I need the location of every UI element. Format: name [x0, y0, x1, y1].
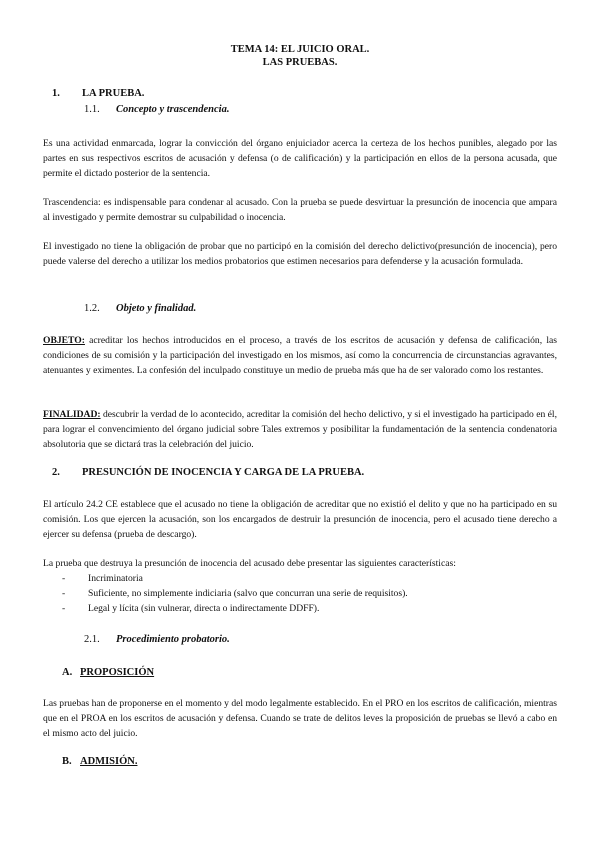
section-1-heading — [52, 87, 144, 100]
section-2-number: 2. — [52, 467, 60, 478]
paragraph-investigado: El investigado no tiene la obligación de probar que no participó en la comisión del derecho delictivo(presunción de inocencia), pero puede valerse del derecho a utilizar los medios probatorios que estimen necesarios para defenderse y la acusación formulada. — [43, 241, 557, 267]
section-b-heading — [62, 755, 137, 768]
list-item: - Suficiente, no simplemente indiciaria (salvo que concurran una serie de requisitos). — [62, 587, 562, 602]
title-line-2: LAS PRUEBAS. — [262, 57, 338, 68]
list-item: - Legal y lícita (sin vulnerar, directa o indirectamente DDFF). — [62, 602, 562, 617]
section-a-number: A. — [62, 667, 73, 678]
paragraph-trascendencia: Trascendencia: es indispensable para condenar al acusado. Con la prueba se puede desvirtuar la presunción de inocencia que ampara al investigado y permite demostrar su culpabilidad o inocencia. — [43, 197, 557, 223]
objeto-label: OBJETO: — [43, 335, 85, 346]
section-1-number: 1. — [52, 88, 60, 99]
document-title — [0, 43, 600, 69]
list-item: - Incriminatoria — [62, 572, 562, 587]
section-1-title: LA PRUEBA. — [82, 88, 145, 99]
subsection-1-2-heading — [84, 302, 196, 315]
subsection-1-1-title: Concepto y trascendencia. — [116, 104, 230, 115]
section-2-heading — [52, 466, 364, 479]
section-a-heading — [62, 666, 154, 679]
section-b-number: B. — [62, 756, 72, 767]
paragraph-finalidad — [43, 408, 557, 452]
subsection-2-1-title: Procedimiento probatorio. — [116, 634, 230, 645]
subsection-1-1-number: 1.1. — [84, 104, 100, 115]
objeto-text: acreditar los hechos introducidos en el proceso, a través de los escritos de acusación y defensa de calificación, las condiciones de su comisión y la participación del investigado en los mismos, así como la concurrencia de circunstancias agravantes, atenuantes y eximentes. La confesión del inculpado constituye un medio de prueba más que ha de ser valorado como los restantes. — [43, 335, 557, 376]
title-line-1: TEMA 14: EL JUICIO ORAL. — [230, 44, 370, 55]
caracteristicas-list — [62, 572, 562, 616]
section-b-title: ADMISIÓN. — [80, 756, 138, 767]
section-a-title: PROPOSICIÓN — [80, 667, 155, 678]
subsection-1-1-heading — [84, 103, 229, 116]
finalidad-label: FINALIDAD: — [43, 409, 101, 420]
subsection-2-1-number: 2.1. — [84, 634, 100, 645]
subsection-2-1-heading — [84, 633, 230, 646]
paragraph-articulo-24: El artículo 24.2 CE establece que el acusado no tiene la obligación de acreditar que no existió el delito y que no ha participado en su comisión. Los que ejercen la acusación, son los encargados de destruir la presunción de inocencia, pero el acusado tiene derecho a ejercer su defensa (prueba de descargo). — [43, 499, 557, 540]
section-2-title: PRESUNCIÓN DE INOCENCIA Y CARGA DE LA PRUEBA. — [82, 467, 365, 478]
subsection-1-2-number: 1.2. — [84, 303, 100, 314]
finalidad-text: descubrir la verdad de lo acontecido, acreditar la comisión del hecho delictivo, y si el investigado ha participado en él, para lograr el convencimiento del órgano judicial sobre Tales extremos y posibilitar la fundamentación de la sentencia condenatoria absolutoria que se dictará tras la celebración del juicio. — [43, 409, 557, 450]
paragraph-proposicion: Las pruebas han de proponerse en el momento y del modo legalmente establecido. En el PRO en los escritos de calificación, mientras que en el PROA en los escritos de acusación y defensa. Cuando se trate de delitos leves la proposición de pruebas se llevó a cabo en el mismo acto del juicio. — [43, 698, 557, 739]
paragraph-caracteristicas: La prueba que destruya la presunción de inocencia del acusado debe presentar las siguientes características: — [43, 558, 456, 569]
paragraph-objeto — [43, 334, 557, 378]
paragraph-concepto: Es una actividad enmarcada, lograr la convicción del órgano enjuiciador acerca la certeza de los hechos punibles, alegado por las partes en sus respectivos escritos de acusación y defensa (o de calificación) y la participación en ellos de la persona acusada, que permite el dictado posterior de la sentencia. — [43, 138, 557, 179]
subsection-1-2-title: Objeto y finalidad. — [116, 303, 197, 314]
